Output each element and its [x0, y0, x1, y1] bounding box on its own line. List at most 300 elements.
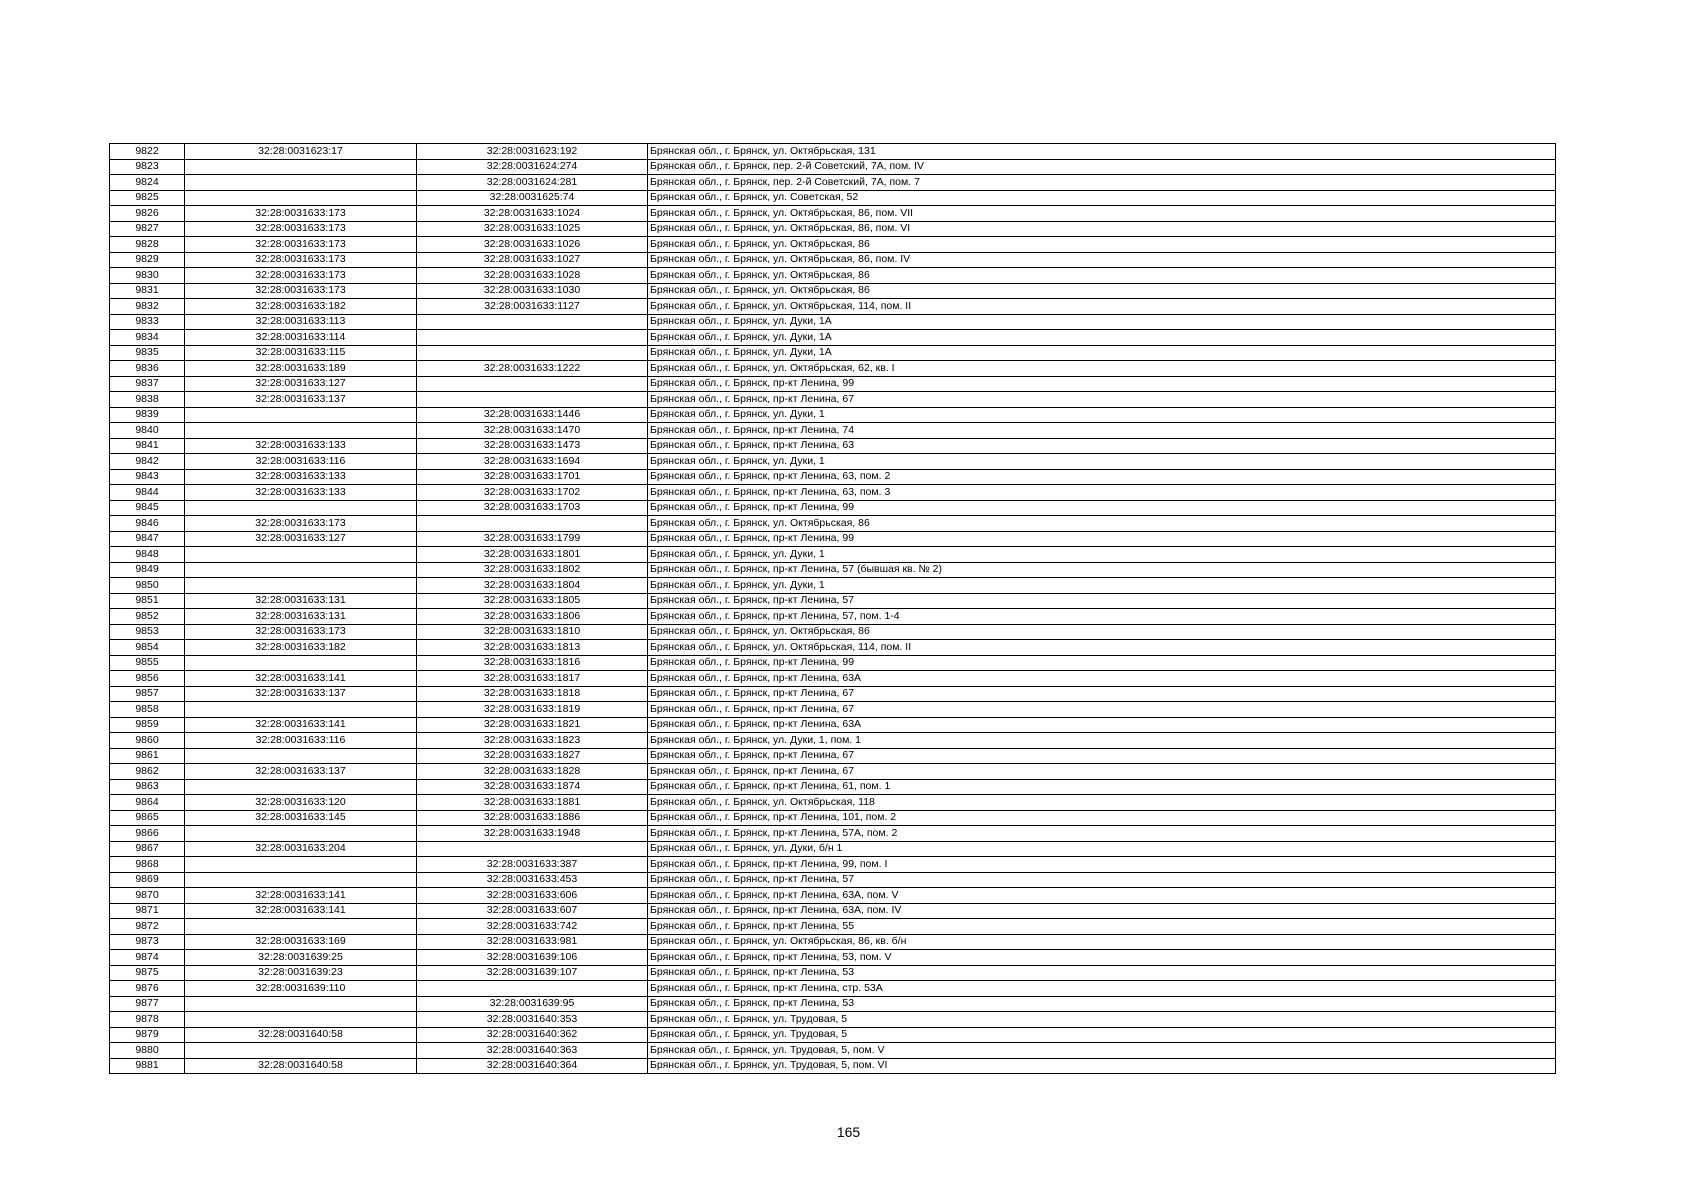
object-number-cell: 32:28:0031625:74 [417, 190, 648, 206]
object-number-cell: 32:28:0031633:1874 [417, 779, 648, 795]
land-parcel-cell [185, 779, 417, 795]
table-row [110, 562, 1556, 578]
row-number-cell: 9828 [110, 237, 185, 253]
address-cell: Брянская обл., г. Брянск, пр-кт Ленина, 99 [648, 376, 1556, 392]
land-parcel-cell [185, 578, 417, 594]
land-parcel-cell [185, 1043, 417, 1059]
object-number-cell: 32:28:0031633:1027 [417, 252, 648, 268]
row-number-cell: 9845 [110, 500, 185, 516]
row-number-cell: 9837 [110, 376, 185, 392]
row-number-cell: 9859 [110, 717, 185, 733]
object-number-cell: 32:28:0031639:95 [417, 996, 648, 1012]
row-number-cell: 9860 [110, 733, 185, 749]
land-parcel-cell: 32:28:0031633:131 [185, 609, 417, 625]
table-row [110, 872, 1556, 888]
address-cell: Брянская обл., г. Брянск, ул. Дуки, 1А [648, 314, 1556, 330]
address-cell: Брянская обл., г. Брянск, пр-кт Ленина, 63, пом. 2 [648, 469, 1556, 485]
object-number-cell: 32:28:0031633:1806 [417, 609, 648, 625]
address-cell: Брянская обл., г. Брянск, пр-кт Ленина, 57А, пом. 2 [648, 826, 1556, 842]
address-cell: Брянская обл., г. Брянск, ул. Дуки, 1А [648, 345, 1556, 361]
row-number-cell: 9855 [110, 655, 185, 671]
row-number-cell: 9873 [110, 934, 185, 950]
land-parcel-cell: 32:28:0031633:115 [185, 345, 417, 361]
row-number-cell: 9843 [110, 469, 185, 485]
land-parcel-cell: 32:28:0031633:116 [185, 733, 417, 749]
object-number-cell [417, 345, 648, 361]
object-number-cell: 32:28:0031640:353 [417, 1012, 648, 1028]
address-cell: Брянская обл., г. Брянск, пр-кт Ленина, 55 [648, 919, 1556, 935]
object-number-cell: 32:28:0031633:607 [417, 903, 648, 919]
address-cell: Брянская обл., г. Брянск, ул. Октябрьская, 86, пом. VII [648, 206, 1556, 222]
object-number-cell: 32:28:0031633:1694 [417, 454, 648, 470]
address-cell: Брянская обл., г. Брянск, пр-кт Ленина, 67 [648, 702, 1556, 718]
row-number-cell: 9834 [110, 330, 185, 346]
row-number-cell: 9847 [110, 531, 185, 547]
object-number-cell [417, 981, 648, 997]
address-cell: Брянская обл., г. Брянск, пр-кт Ленина, 57, пом. 1-4 [648, 609, 1556, 625]
row-number-cell: 9835 [110, 345, 185, 361]
address-cell: Брянская обл., г. Брянск, пр-кт Ленина, 99 [648, 500, 1556, 516]
address-cell: Брянская обл., г. Брянск, пр-кт Ленина, 67 [648, 686, 1556, 702]
land-parcel-cell: 32:28:0031633:141 [185, 671, 417, 687]
address-cell: Брянская обл., г. Брянск, ул. Октябрьская, 86 [648, 516, 1556, 532]
row-number-cell: 9849 [110, 562, 185, 578]
land-parcel-cell [185, 407, 417, 423]
table-row [110, 1027, 1556, 1043]
row-number-cell: 9841 [110, 438, 185, 454]
table-row [110, 206, 1556, 222]
land-parcel-cell [185, 857, 417, 873]
object-number-cell: 32:28:0031633:1828 [417, 764, 648, 780]
row-number-cell: 9831 [110, 283, 185, 299]
land-parcel-cell: 32:28:0031633:141 [185, 888, 417, 904]
table-row [110, 438, 1556, 454]
row-number-cell: 9878 [110, 1012, 185, 1028]
address-cell: Брянская обл., г. Брянск, ул. Дуки, б/н 1 [648, 841, 1556, 857]
object-number-cell: 32:28:0031633:1025 [417, 221, 648, 237]
land-parcel-cell: 32:28:0031640:58 [185, 1058, 417, 1074]
object-number-cell: 32:28:0031633:1818 [417, 686, 648, 702]
row-number-cell: 9852 [110, 609, 185, 625]
table-row [110, 299, 1556, 315]
land-parcel-cell [185, 423, 417, 439]
table-row [110, 841, 1556, 857]
land-parcel-cell: 32:28:0031633:189 [185, 361, 417, 377]
object-number-cell: 32:28:0031623:192 [417, 144, 648, 160]
address-cell: Брянская обл., г. Брянск, ул. Октябрьская, 86, кв. б/н [648, 934, 1556, 950]
row-number-cell: 9833 [110, 314, 185, 330]
land-parcel-cell: 32:28:0031633:145 [185, 810, 417, 826]
address-cell: Брянская обл., г. Брянск, пр-кт Ленина, 63 [648, 438, 1556, 454]
table-row [110, 1012, 1556, 1028]
address-cell: Брянская обл., г. Брянск, пр-кт Ленина, 99 [648, 531, 1556, 547]
land-parcel-cell [185, 655, 417, 671]
registry-body [110, 144, 1556, 1074]
table-row [110, 469, 1556, 485]
table-row [110, 578, 1556, 594]
table-row [110, 252, 1556, 268]
object-number-cell: 32:28:0031633:1823 [417, 733, 648, 749]
row-number-cell: 9824 [110, 175, 185, 191]
object-number-cell [417, 392, 648, 408]
table-row [110, 609, 1556, 625]
address-cell: Брянская обл., г. Брянск, ул. Дуки, 1 [648, 407, 1556, 423]
land-parcel-cell: 32:28:0031633:173 [185, 206, 417, 222]
row-number-cell: 9844 [110, 485, 185, 501]
table-row [110, 454, 1556, 470]
land-parcel-cell: 32:28:0031640:58 [185, 1027, 417, 1043]
table-row [110, 144, 1556, 160]
land-parcel-cell: 32:28:0031633:114 [185, 330, 417, 346]
land-parcel-cell: 32:28:0031633:127 [185, 376, 417, 392]
object-number-cell: 32:28:0031633:1821 [417, 717, 648, 733]
row-number-cell: 9853 [110, 624, 185, 640]
land-parcel-cell: 32:28:0031633:141 [185, 717, 417, 733]
table-row [110, 330, 1556, 346]
table-row [110, 717, 1556, 733]
row-number-cell: 9822 [110, 144, 185, 160]
property-registry-table [109, 143, 1556, 1074]
address-cell: Брянская обл., г. Брянск, пр-кт Ленина, 63А [648, 671, 1556, 687]
address-cell: Брянская обл., г. Брянск, ул. Октябрьская, 86, пом. VI [648, 221, 1556, 237]
object-number-cell: 32:28:0031633:1881 [417, 795, 648, 811]
land-parcel-cell [185, 190, 417, 206]
land-parcel-cell: 32:28:0031633:173 [185, 516, 417, 532]
land-parcel-cell: 32:28:0031633:141 [185, 903, 417, 919]
address-cell: Брянская обл., г. Брянск, ул. Октябрьская, 114, пом. II [648, 640, 1556, 656]
address-cell: Брянская обл., г. Брянск, пр-кт Ленина, 63А, пом. V [648, 888, 1556, 904]
address-cell: Брянская обл., г. Брянск, пер. 2-й Советский, 7А, пом. 7 [648, 175, 1556, 191]
object-number-cell [417, 841, 648, 857]
table-row [110, 531, 1556, 547]
land-parcel-cell: 32:28:0031633:116 [185, 454, 417, 470]
land-parcel-cell: 32:28:0031639:23 [185, 965, 417, 981]
row-number-cell: 9825 [110, 190, 185, 206]
address-cell: Брянская обл., г. Брянск, ул. Дуки, 1 [648, 454, 1556, 470]
row-number-cell: 9866 [110, 826, 185, 842]
row-number-cell: 9874 [110, 950, 185, 966]
row-number-cell: 9848 [110, 547, 185, 563]
land-parcel-cell [185, 919, 417, 935]
land-parcel-cell [185, 159, 417, 175]
table-row [110, 547, 1556, 563]
row-number-cell: 9868 [110, 857, 185, 873]
object-number-cell: 32:28:0031633:1030 [417, 283, 648, 299]
table-row [110, 485, 1556, 501]
row-number-cell: 9830 [110, 268, 185, 284]
row-number-cell: 9854 [110, 640, 185, 656]
row-number-cell: 9861 [110, 748, 185, 764]
object-number-cell: 32:28:0031633:742 [417, 919, 648, 935]
row-number-cell: 9870 [110, 888, 185, 904]
row-number-cell: 9879 [110, 1027, 185, 1043]
object-number-cell [417, 376, 648, 392]
table-row [110, 857, 1556, 873]
land-parcel-cell: 32:28:0031633:173 [185, 268, 417, 284]
address-cell: Брянская обл., г. Брянск, ул. Советская, 52 [648, 190, 1556, 206]
object-number-cell [417, 314, 648, 330]
object-number-cell: 32:28:0031633:1702 [417, 485, 648, 501]
land-parcel-cell [185, 175, 417, 191]
row-number-cell: 9839 [110, 407, 185, 423]
row-number-cell: 9840 [110, 423, 185, 439]
object-number-cell: 32:28:0031633:1127 [417, 299, 648, 315]
row-number-cell: 9832 [110, 299, 185, 315]
address-cell: Брянская обл., г. Брянск, ул. Дуки, 1А [648, 330, 1556, 346]
table-row [110, 810, 1556, 826]
row-number-cell: 9865 [110, 810, 185, 826]
land-parcel-cell: 32:28:0031633:169 [185, 934, 417, 950]
row-number-cell: 9838 [110, 392, 185, 408]
address-cell: Брянская обл., г. Брянск, пр-кт Ленина, 53 [648, 996, 1556, 1012]
table-row [110, 268, 1556, 284]
object-number-cell: 32:28:0031640:363 [417, 1043, 648, 1059]
object-number-cell: 32:28:0031633:453 [417, 872, 648, 888]
row-number-cell: 9850 [110, 578, 185, 594]
land-parcel-cell [185, 826, 417, 842]
land-parcel-cell: 32:28:0031633:133 [185, 438, 417, 454]
table-row [110, 671, 1556, 687]
row-number-cell: 9846 [110, 516, 185, 532]
row-number-cell: 9858 [110, 702, 185, 718]
address-cell: Брянская обл., г. Брянск, ул. Дуки, 1, пом. 1 [648, 733, 1556, 749]
land-parcel-cell: 32:28:0031633:113 [185, 314, 417, 330]
row-number-cell: 9881 [110, 1058, 185, 1074]
table-row [110, 965, 1556, 981]
address-cell: Брянская обл., г. Брянск, ул. Трудовая, 5, пом. VI [648, 1058, 1556, 1074]
address-cell: Брянская обл., г. Брянск, пр-кт Ленина, 99, пом. I [648, 857, 1556, 873]
address-cell: Брянская обл., г. Брянск, ул. Трудовая, 5 [648, 1012, 1556, 1028]
table-row [110, 500, 1556, 516]
address-cell: Брянская обл., г. Брянск, ул. Октябрьская, 86 [648, 283, 1556, 299]
land-parcel-cell [185, 1012, 417, 1028]
address-cell: Брянская обл., г. Брянск, пр-кт Ленина, 99 [648, 655, 1556, 671]
object-number-cell: 32:28:0031633:1222 [417, 361, 648, 377]
address-cell: Брянская обл., г. Брянск, ул. Трудовая, 5 [648, 1027, 1556, 1043]
row-number-cell: 9826 [110, 206, 185, 222]
address-cell: Брянская обл., г. Брянск, пр-кт Ленина, 63А, пом. IV [648, 903, 1556, 919]
land-parcel-cell [185, 748, 417, 764]
address-cell: Брянская обл., г. Брянск, пр-кт Ленина, 67 [648, 392, 1556, 408]
address-cell: Брянская обл., г. Брянск, ул. Дуки, 1 [648, 547, 1556, 563]
table-row [110, 345, 1556, 361]
address-cell: Брянская обл., г. Брянск, ул. Октябрьская, 62, кв. I [648, 361, 1556, 377]
address-cell: Брянская обл., г. Брянск, ул. Дуки, 1 [648, 578, 1556, 594]
object-number-cell: 32:28:0031640:362 [417, 1027, 648, 1043]
row-number-cell: 9827 [110, 221, 185, 237]
table-row [110, 283, 1556, 299]
address-cell: Брянская обл., г. Брянск, ул. Октябрьская, 86 [648, 268, 1556, 284]
table-row [110, 190, 1556, 206]
table-row [110, 237, 1556, 253]
land-parcel-cell [185, 500, 417, 516]
object-number-cell [417, 330, 648, 346]
table-row [110, 221, 1556, 237]
address-cell: Брянская обл., г. Брянск, пр-кт Ленина, 74 [648, 423, 1556, 439]
object-number-cell: 32:28:0031633:1028 [417, 268, 648, 284]
table-row [110, 903, 1556, 919]
land-parcel-cell [185, 702, 417, 718]
address-cell: Брянская обл., г. Брянск, ул. Октябрьская, 86 [648, 624, 1556, 640]
object-number-cell: 32:28:0031633:1819 [417, 702, 648, 718]
table-row [110, 733, 1556, 749]
address-cell: Брянская обл., г. Брянск, ул. Октябрьская, 86 [648, 237, 1556, 253]
table-row [110, 764, 1556, 780]
row-number-cell: 9823 [110, 159, 185, 175]
table-row [110, 686, 1556, 702]
table-row [110, 593, 1556, 609]
land-parcel-cell [185, 547, 417, 563]
object-number-cell: 32:28:0031633:1446 [417, 407, 648, 423]
row-number-cell: 9871 [110, 903, 185, 919]
address-cell: Брянская обл., г. Брянск, ул. Октябрьская, 114, пом. II [648, 299, 1556, 315]
address-cell: Брянская обл., г. Брянск, пр-кт Ленина, 67 [648, 764, 1556, 780]
address-cell: Брянская обл., г. Брянск, пр-кт Ленина, 63, пом. 3 [648, 485, 1556, 501]
land-parcel-cell [185, 996, 417, 1012]
object-number-cell: 32:28:0031633:1799 [417, 531, 648, 547]
address-cell: Брянская обл., г. Брянск, пр-кт Ленина, 61, пом. 1 [648, 779, 1556, 795]
table-row [110, 1043, 1556, 1059]
table-row [110, 1058, 1556, 1074]
object-number-cell: 32:28:0031633:1703 [417, 500, 648, 516]
land-parcel-cell: 32:28:0031633:173 [185, 283, 417, 299]
row-number-cell: 9856 [110, 671, 185, 687]
land-parcel-cell: 32:28:0031633:120 [185, 795, 417, 811]
object-number-cell: 32:28:0031633:1801 [417, 547, 648, 563]
row-number-cell: 9829 [110, 252, 185, 268]
object-number-cell: 32:28:0031640:364 [417, 1058, 648, 1074]
table-row [110, 314, 1556, 330]
object-number-cell: 32:28:0031633:1813 [417, 640, 648, 656]
row-number-cell: 9872 [110, 919, 185, 935]
table-row [110, 779, 1556, 795]
land-parcel-cell: 32:28:0031633:133 [185, 485, 417, 501]
object-number-cell: 32:28:0031639:107 [417, 965, 648, 981]
land-parcel-cell [185, 872, 417, 888]
object-number-cell: 32:28:0031624:274 [417, 159, 648, 175]
address-cell: Брянская обл., г. Брянск, пер. 2-й Советский, 7А, пом. IV [648, 159, 1556, 175]
row-number-cell: 9863 [110, 779, 185, 795]
table-row [110, 795, 1556, 811]
object-number-cell: 32:28:0031633:1948 [417, 826, 648, 842]
land-parcel-cell: 32:28:0031633:127 [185, 531, 417, 547]
address-cell: Брянская обл., г. Брянск, пр-кт Ленина, стр. 53А [648, 981, 1556, 997]
object-number-cell: 32:28:0031633:1026 [417, 237, 648, 253]
row-number-cell: 9880 [110, 1043, 185, 1059]
table-row [110, 748, 1556, 764]
table-row [110, 361, 1556, 377]
land-parcel-cell: 32:28:0031633:133 [185, 469, 417, 485]
land-parcel-cell: 32:28:0031633:173 [185, 624, 417, 640]
address-cell: Брянская обл., г. Брянск, пр-кт Ленина, 57 (бывшая кв. № 2) [648, 562, 1556, 578]
land-parcel-cell: 32:28:0031633:182 [185, 640, 417, 656]
row-number-cell: 9867 [110, 841, 185, 857]
table-row [110, 516, 1556, 532]
address-cell: Брянская обл., г. Брянск, пр-кт Ленина, 67 [648, 748, 1556, 764]
land-parcel-cell: 32:28:0031633:173 [185, 237, 417, 253]
address-cell: Брянская обл., г. Брянск, пр-кт Ленина, 57 [648, 593, 1556, 609]
land-parcel-cell: 32:28:0031639:25 [185, 950, 417, 966]
object-number-cell: 32:28:0031633:1701 [417, 469, 648, 485]
object-number-cell: 32:28:0031633:1804 [417, 578, 648, 594]
land-parcel-cell: 32:28:0031633:204 [185, 841, 417, 857]
land-parcel-cell: 32:28:0031633:137 [185, 764, 417, 780]
table-row [110, 934, 1556, 950]
land-parcel-cell [185, 562, 417, 578]
table-row [110, 392, 1556, 408]
land-parcel-cell: 32:28:0031633:137 [185, 392, 417, 408]
object-number-cell: 32:28:0031624:281 [417, 175, 648, 191]
row-number-cell: 9842 [110, 454, 185, 470]
object-number-cell: 32:28:0031633:1470 [417, 423, 648, 439]
object-number-cell: 32:28:0031633:1816 [417, 655, 648, 671]
object-number-cell: 32:28:0031639:106 [417, 950, 648, 966]
table-row [110, 376, 1556, 392]
object-number-cell: 32:28:0031633:1886 [417, 810, 648, 826]
row-number-cell: 9864 [110, 795, 185, 811]
address-cell: Брянская обл., г. Брянск, пр-кт Ленина, 53 [648, 965, 1556, 981]
table-row [110, 175, 1556, 191]
table-row [110, 996, 1556, 1012]
address-cell: Брянская обл., г. Брянск, ул. Октябрьская, 86, пом. IV [648, 252, 1556, 268]
object-number-cell: 32:28:0031633:1024 [417, 206, 648, 222]
table-row [110, 624, 1556, 640]
table-row [110, 423, 1556, 439]
address-cell: Брянская обл., г. Брянск, ул. Октябрьская, 131 [648, 144, 1556, 160]
table-row [110, 655, 1556, 671]
table-row [110, 159, 1556, 175]
row-number-cell: 9876 [110, 981, 185, 997]
address-cell: Брянская обл., г. Брянск, пр-кт Ленина, 53, пом. V [648, 950, 1556, 966]
address-cell: Брянская обл., г. Брянск, пр-кт Ленина, 57 [648, 872, 1556, 888]
object-number-cell: 32:28:0031633:1827 [417, 748, 648, 764]
land-parcel-cell: 32:28:0031633:173 [185, 221, 417, 237]
object-number-cell: 32:28:0031633:981 [417, 934, 648, 950]
row-number-cell: 9862 [110, 764, 185, 780]
address-cell: Брянская обл., г. Брянск, ул. Октябрьская, 118 [648, 795, 1556, 811]
table-row [110, 950, 1556, 966]
object-number-cell: 32:28:0031633:1805 [417, 593, 648, 609]
row-number-cell: 9857 [110, 686, 185, 702]
address-cell: Брянская обл., г. Брянск, пр-кт Ленина, 63А [648, 717, 1556, 733]
row-number-cell: 9875 [110, 965, 185, 981]
row-number-cell: 9851 [110, 593, 185, 609]
table-row [110, 702, 1556, 718]
row-number-cell: 9836 [110, 361, 185, 377]
land-parcel-cell: 32:28:0031633:182 [185, 299, 417, 315]
object-number-cell: 32:28:0031633:387 [417, 857, 648, 873]
object-number-cell: 32:28:0031633:1817 [417, 671, 648, 687]
table-row [110, 407, 1556, 423]
land-parcel-cell: 32:28:0031639:110 [185, 981, 417, 997]
object-number-cell: 32:28:0031633:1810 [417, 624, 648, 640]
address-cell: Брянская обл., г. Брянск, пр-кт Ленина, 101, пом. 2 [648, 810, 1556, 826]
row-number-cell: 9877 [110, 996, 185, 1012]
table-row [110, 888, 1556, 904]
object-number-cell [417, 516, 648, 532]
table-row [110, 981, 1556, 997]
land-parcel-cell: 32:28:0031633:173 [185, 252, 417, 268]
land-parcel-cell: 32:28:0031633:137 [185, 686, 417, 702]
table-row [110, 919, 1556, 935]
page-number: 165 [836, 1124, 861, 1140]
object-number-cell: 32:28:0031633:1802 [417, 562, 648, 578]
address-cell: Брянская обл., г. Брянск, ул. Трудовая, 5, пом. V [648, 1043, 1556, 1059]
table-row [110, 640, 1556, 656]
table-row [110, 826, 1556, 842]
row-number-cell: 9869 [110, 872, 185, 888]
land-parcel-cell: 32:28:0031633:131 [185, 593, 417, 609]
